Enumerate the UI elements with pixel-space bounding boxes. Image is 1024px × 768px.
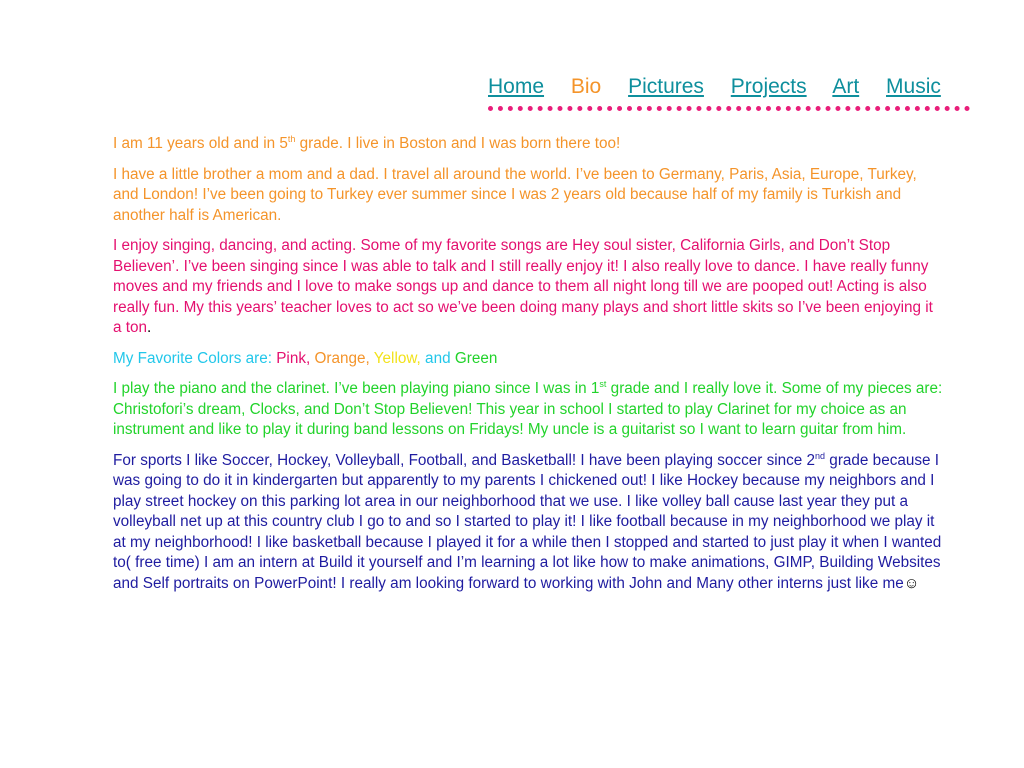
age-text-start: I am 11 years old and in 5 <box>113 135 288 152</box>
color-pink: Pink, <box>276 349 311 367</box>
nav-divider <box>488 106 970 111</box>
sports-text-end: grade because I was going to do it in kindergarten but apparently to my parents I chickened out! I like Hockey because my neighbors and I play street hockey on this parking lot area in our neighborhood that we use. I like volley ball cause last year they put a volleyball net up at this country club I go to and so I started to play it! I like football because in my neighborhood we play it at my neighborhood! I like basketball because I played it for a while then I stopped and started to just play it when I wanted to( free time) I am an intern at Build it yourself and I’m learning a lot like how to make animations, GIMP, Building Websites and Self portraits on PowerPoint! I really am looking forward to working with John and Many other interns just like me <box>113 451 942 592</box>
bio-paragraph-age <box>113 134 943 155</box>
sports-text-start: For sports I like Soccer, Hockey, Volleyball, Football, and Basketball! I have been playing soccer since 2 <box>113 451 816 469</box>
bio-paragraph-singing <box>113 236 943 339</box>
color-orange: Orange, <box>310 349 370 367</box>
nav-link-pictures[interactable]: Pictures <box>628 75 704 98</box>
colors-and: and <box>420 349 455 367</box>
nav-link-art[interactable]: Art <box>832 75 860 98</box>
nav-link-bio-active[interactable]: Bio <box>570 75 602 98</box>
bio-paragraph-music <box>113 379 943 441</box>
music-text-start: I play the piano and the clarinet. I’ve been playing piano since I was in 1 <box>113 380 600 397</box>
grade-ordinal-suffix: th <box>287 133 296 144</box>
bio-paragraph-family: I have a little brother a mom and a dad. I travel all around the world. I’ve been to Germany, Paris, Asia, Europe, Turkey, and London! I’ve been going to Turkey ever summer since I was 2 years old because half of my family is Turkish and another half is American. <box>113 165 917 224</box>
bio-content <box>113 134 943 604</box>
color-yellow: Yellow, <box>369 349 421 367</box>
bio-paragraph-colors <box>113 349 943 370</box>
bio-paragraph-sports <box>113 451 943 595</box>
music-text-end: grade and I really love it. Some of my pieces are: Christofori’s dream, Clocks, and Don’t Stop Believen! This year in school I started to play Clarinet for my choice as an instrument and like to play it during band lessons on Fridays! My uncle is a guitarist so I want to learn guitar from him. <box>113 380 943 438</box>
color-green: Green <box>454 349 498 367</box>
singing-period: . <box>147 319 152 336</box>
colors-label: My Favorite Colors are: <box>113 349 277 367</box>
grade-ordinal-suffix: st <box>599 378 607 389</box>
age-text-end: grade. I live in Boston and I was born there too! <box>295 135 621 152</box>
nav-link-home[interactable]: Home <box>488 75 545 98</box>
singing-text: I enjoy singing, dancing, and acting. Some of my favorite songs are Hey soul sister, California Girls, and Don’t Stop Believen’. I’ve been singing since I was able to talk and I still really enjoy it! I also really love to dance. I have really funny moves and my friends and I love to make songs up and dance to them all night long till we are pooped out! Acting is also really fun. My this years’ teacher loves to act so we’ve been doing many plays and short little skits so I’ve been enjoying it a ton <box>113 237 933 336</box>
nav-link-music[interactable]: Music <box>886 75 941 98</box>
grade-ordinal-suffix: nd <box>815 450 826 461</box>
top-navigation <box>488 73 968 101</box>
smiley-icon: ☺ <box>903 574 920 592</box>
nav-link-projects[interactable]: Projects <box>730 75 807 98</box>
